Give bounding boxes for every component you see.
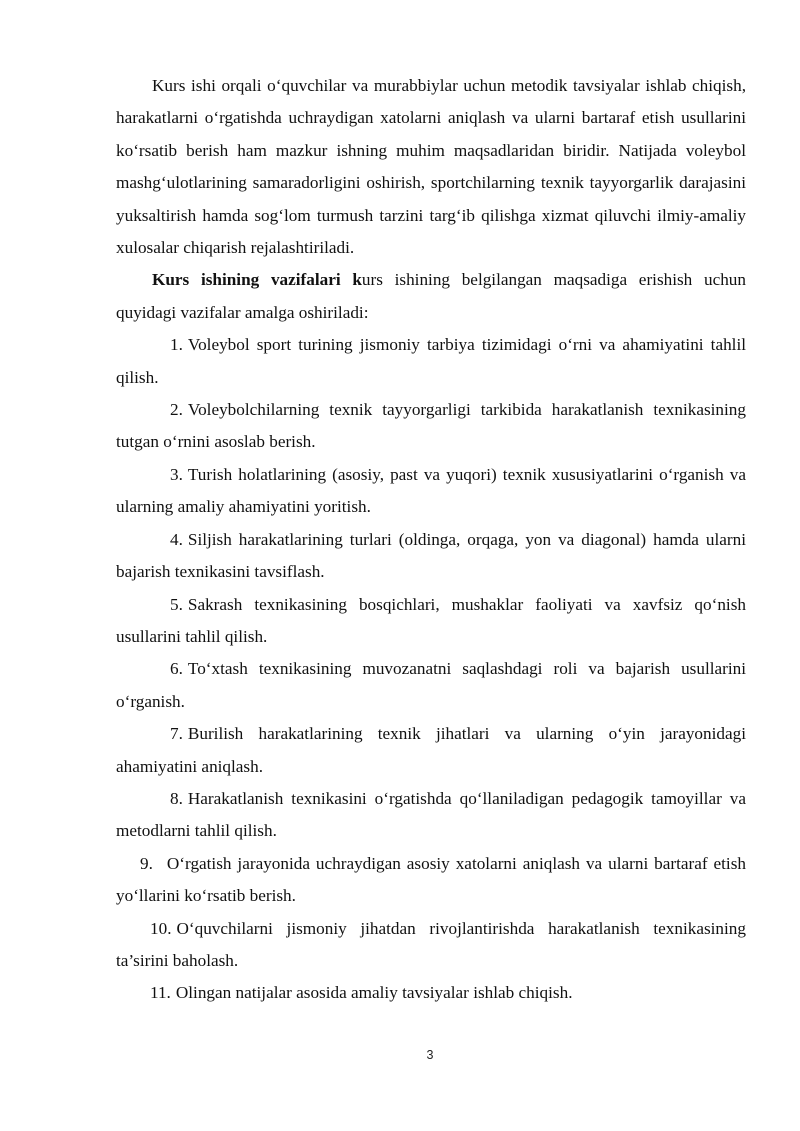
task-item-5 [116,589,746,654]
page-number: 3 [426,1048,434,1062]
task-item-7 [116,718,746,783]
task-number: 1. [170,335,183,355]
tasks-heading-rest: urs ishining belgilangan maqsadiga erishish uchun quyidagi vazifalar amalga oshiriladi: [116,270,746,322]
task-number: 2. [170,400,183,420]
task-text: Voleybol sport turining jismoniy tarbiya tizimidagi o‘rni va ahamiyatini tahlil qilish. [116,335,746,387]
task-text: Olingan natijalar asosida amaliy tavsiyalar ishlab chiqish. [175,983,573,1003]
tasks-heading-bold: Kurs ishining vazifalari k [152,270,362,290]
task-item-11 [116,977,746,1009]
task-item-4 [116,524,746,589]
task-number: 6. [170,659,183,679]
task-number: 11. [150,983,171,1003]
task-item-10 [116,913,746,978]
document-body [116,70,746,1010]
task-item-6 [116,653,746,718]
task-number: 5. [170,594,183,614]
tasks-heading-paragraph [116,264,746,329]
task-text: Turish holatlarining (asosiy, past va yuqori) texnik xususiyatlarini o‘rganish va ularning amaliy ahamiyatini yoritish. [116,464,746,517]
task-text: O‘rgatish jarayonida uchraydigan asosiy xatolarni aniqlash va ularni bartaraf etish yo‘llarini ko‘rsatib berish. [116,853,746,906]
intro-paragraph: Kurs ishi orqali o‘quvchilar va murabbiylar uchun metodik tavsiyalar ishlab chiqish, harakatlarni o‘rgatishda uchraydigan xatolarni aniqlash va ularni bartaraf etish usullarini ko‘rsatib berish ham mazkur ishning muhim maqsadlaridan biridir. Natijada voleybol mashg‘ulotlarining samaradorligini oshirish, sportchilarning texnik tayyorgarlik darajasini yuksaltirish hamda sog‘lom turmush tarzini targ‘ib qilishga xizmat qiluvchi ilmiy-amaliy xulosalar chiqarish rejalashtiriladi. [116,76,746,258]
task-text: Burilish harakatlarining texnik jihatlari va ularning o‘yin jarayonidagi ahamiyatini aniqlash. [116,724,746,776]
task-item-1 [116,329,746,394]
task-text: Sakrash texnikasining bosqichlari, mushaklar faoliyati va xavfsiz qo‘nish usullarini tahlil qilish. [116,594,746,646]
task-text: To‘xtash texnikasining muvozanatni saqlashdagi roli va bajarish usullarini o‘rganish. [116,659,746,711]
task-item-9 [116,848,746,913]
task-number: 7. [170,724,183,744]
task-text: O‘quvchilarni jismoniy jihatdan rivojlantirishda harakatlanish texnikasining ta’sirini baholash. [116,918,746,970]
task-number: 9. [140,853,153,873]
task-number: 8. [170,788,183,808]
task-number: 10. [150,918,172,938]
task-text: Harakatlanish texnikasini o‘rgatishda qo‘llaniladigan pedagogik tamoyillar va metodlarni tahlil qilish. [116,788,746,841]
task-number: 3. [170,464,183,484]
task-text: Voleybolchilarning texnik tayyorgarligi tarkibida harakatlanish texnikasining tutgan o‘rnini asoslab berish. [116,400,746,452]
task-text: Siljish harakatlarining turlari (oldinga, orqaga, yon va diagonal) hamda ularni bajarish texnikasini tavsiflash. [116,529,746,582]
task-item-3 [116,459,746,524]
task-item-8 [116,783,746,848]
task-number: 4. [170,529,183,549]
task-item-2 [116,394,746,459]
